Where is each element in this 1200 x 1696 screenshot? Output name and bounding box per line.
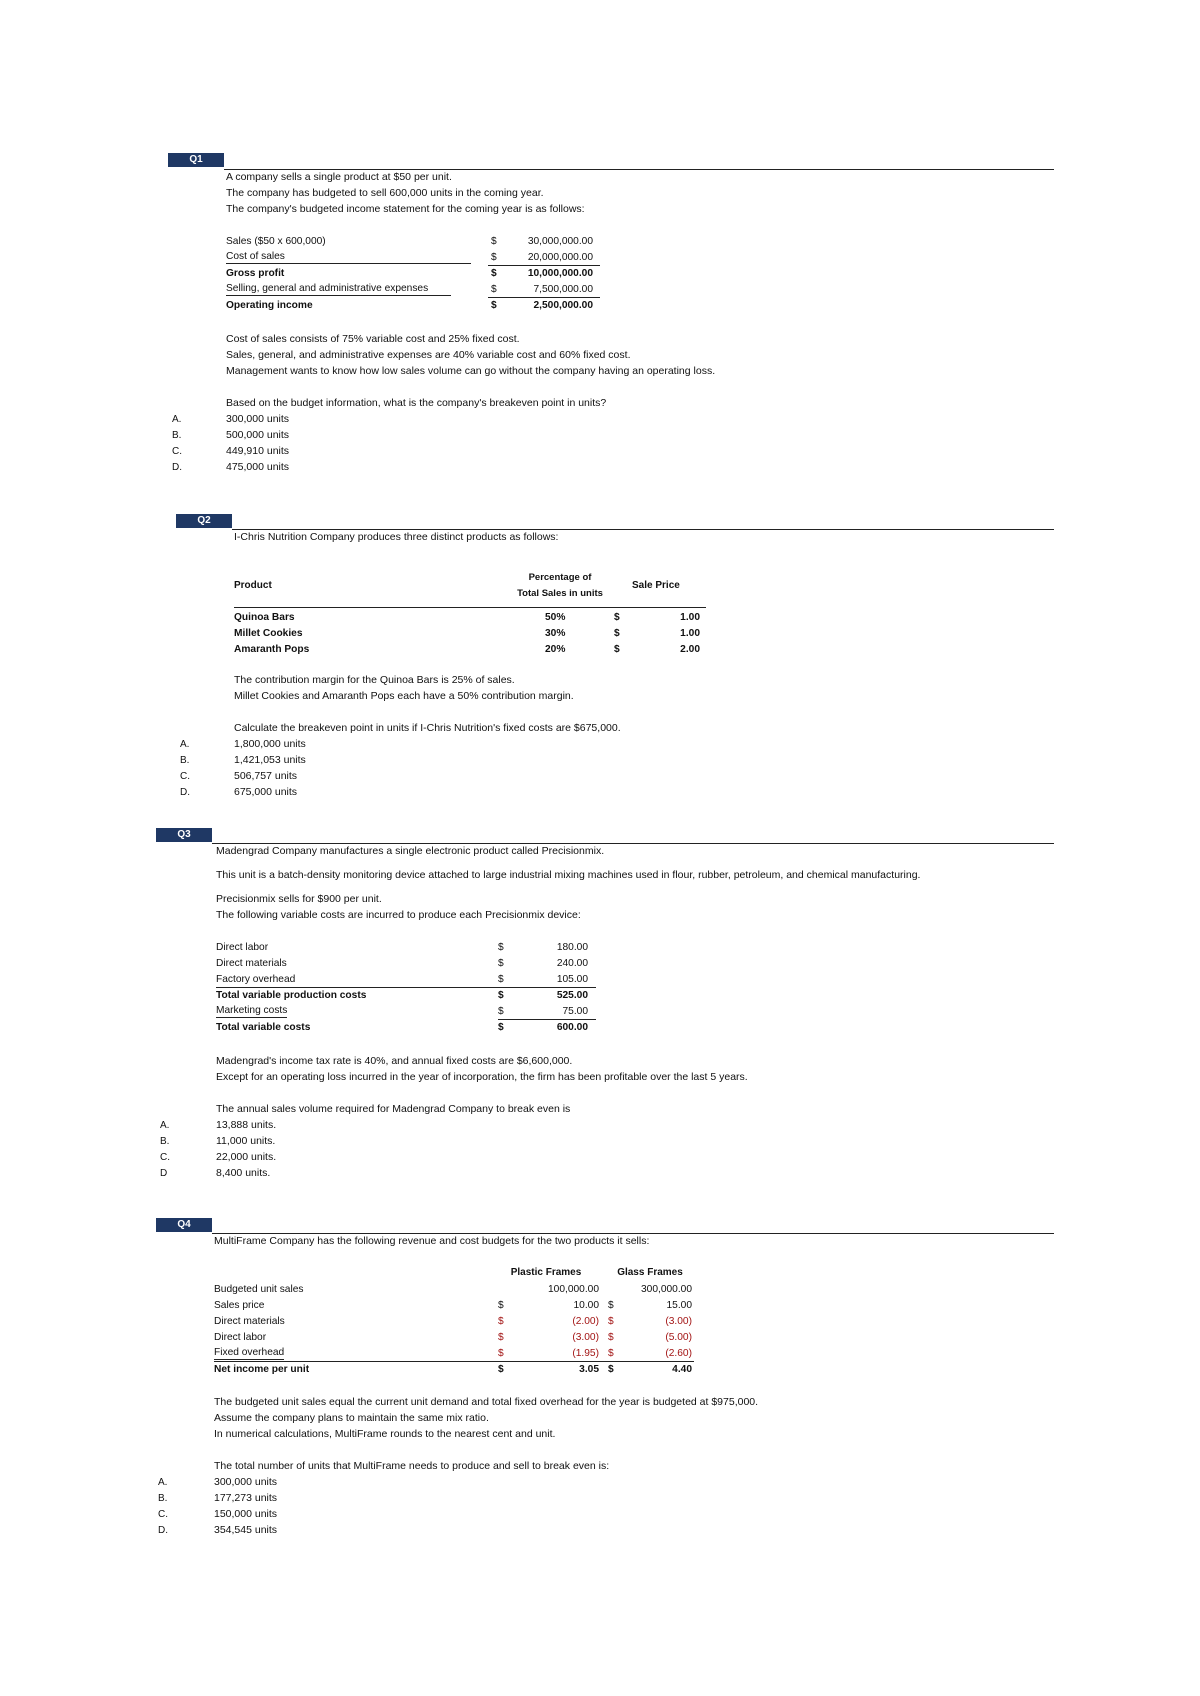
header-plastic-frames: Plastic Frames bbox=[510, 1267, 582, 1278]
product-name: Quinoa Bars bbox=[234, 612, 295, 623]
q4-note: In numerical calculations, MultiFrame rounds to the nearest cent and unit. bbox=[214, 1428, 556, 1440]
product-currency: $ bbox=[614, 612, 620, 623]
frames-row bbox=[214, 1314, 694, 1329]
glass-value: (2.60) bbox=[665, 1348, 692, 1359]
header-glass-frames: Glass Frames bbox=[617, 1267, 683, 1278]
cost-value: 600.00 bbox=[556, 1022, 588, 1033]
option-letter: C. bbox=[172, 446, 182, 457]
q3-option-d[interactable]: 8,400 units. bbox=[216, 1167, 271, 1179]
q2-intro: I-Chris Nutrition Company produces three distinct products as follows: bbox=[234, 531, 559, 543]
product-percentage: 50% bbox=[545, 612, 566, 623]
option-letter: C. bbox=[160, 1152, 170, 1163]
q4-note: The budgeted unit sales equal the current unit demand and total fixed overhead for the year is budgeted at $975,000. bbox=[214, 1396, 759, 1408]
q2-note: Millet Cookies and Amaranth Pops each have a 50% contribution margin. bbox=[234, 690, 574, 702]
statement-label: Operating income bbox=[226, 300, 313, 311]
q1-option-d[interactable]: 475,000 units bbox=[226, 461, 290, 473]
plastic-value: (2.00) bbox=[572, 1316, 599, 1327]
q3-badge: Q3 bbox=[156, 828, 212, 842]
q3-intro-line: This unit is a batch-density monitoring device attached to large industrial mixing machines used in flour, rubber, petroleum, and chemical manufacturing. bbox=[216, 869, 921, 881]
option-letter: D bbox=[160, 1168, 168, 1179]
cost-row bbox=[216, 940, 596, 955]
cost-value: 240.00 bbox=[556, 958, 588, 969]
statement-label: Selling, general and administrative expenses bbox=[226, 282, 451, 296]
product-percentage: 20% bbox=[545, 644, 566, 655]
statement-currency: $ bbox=[491, 236, 497, 247]
statement-label: Sales ($50 x 600,000) bbox=[226, 236, 326, 247]
cost-currency: $ bbox=[498, 958, 504, 969]
plastic-value: (3.00) bbox=[572, 1332, 599, 1343]
statement-value: 20,000,000.00 bbox=[527, 252, 593, 263]
statement-value: 10,000,000.00 bbox=[527, 268, 593, 279]
q2-option-c[interactable]: 506,757 units bbox=[234, 770, 298, 782]
plastic-currency: $ bbox=[498, 1300, 504, 1311]
frames-label: Sales price bbox=[214, 1300, 265, 1311]
q1-option-a[interactable]: 300,000 units bbox=[226, 413, 290, 425]
q4-option-d[interactable]: 354,545 units bbox=[214, 1524, 278, 1536]
q3-option-c[interactable]: 22,000 units. bbox=[216, 1151, 277, 1163]
q1-option-c[interactable]: 449,910 units bbox=[226, 445, 290, 457]
cost-value: 180.00 bbox=[556, 942, 588, 953]
cost-row bbox=[216, 1020, 596, 1035]
header-percentage: Total Sales in units bbox=[517, 588, 603, 599]
q2-badge: Q2 bbox=[176, 514, 232, 528]
q3-note: Except for an operating loss incurred in the year of incorporation, the firm has been profitable over the last 5 years. bbox=[216, 1071, 748, 1083]
frames-row bbox=[214, 1282, 694, 1297]
frames-label: Direct materials bbox=[214, 1316, 285, 1327]
statement-label: Cost of sales bbox=[226, 250, 471, 264]
frames-row bbox=[214, 1298, 694, 1313]
plastic-value: 100,000.00 bbox=[548, 1284, 599, 1295]
frames-label: Net income per unit bbox=[214, 1364, 310, 1375]
q3-question: The annual sales volume required for Madengrad Company to break even is bbox=[216, 1103, 571, 1115]
statement-row bbox=[226, 282, 601, 297]
q2-option-d[interactable]: 675,000 units bbox=[234, 786, 298, 798]
glass-value: 300,000.00 bbox=[641, 1284, 692, 1295]
product-price: 1.00 bbox=[680, 612, 700, 623]
q1-note: Cost of sales consists of 75% variable cost and 25% fixed cost. bbox=[226, 333, 520, 345]
q3-note: Madengrad's income tax rate is 40%, and annual fixed costs are $6,600,000. bbox=[216, 1055, 573, 1067]
q2-option-a[interactable]: 1,800,000 units bbox=[234, 738, 306, 750]
product-row bbox=[234, 626, 706, 641]
q1-question: Based on the budget information, what is the company's breakeven point in units? bbox=[226, 397, 607, 409]
option-letter: A. bbox=[172, 414, 182, 425]
plastic-currency: $ bbox=[498, 1348, 504, 1359]
option-letter: A. bbox=[158, 1477, 168, 1488]
q3-option-b[interactable]: 11,000 units. bbox=[216, 1135, 276, 1147]
cost-row bbox=[216, 988, 596, 1003]
header-product: Product bbox=[234, 580, 272, 591]
q1-option-b[interactable]: 500,000 units bbox=[226, 429, 290, 441]
product-price: 2.00 bbox=[680, 644, 700, 655]
glass-currency: $ bbox=[608, 1348, 614, 1359]
frames-label: Direct labor bbox=[214, 1332, 267, 1343]
cost-value: 105.00 bbox=[556, 974, 588, 985]
q3-intro-line: Madengrad Company manufactures a single electronic product called Precisionmix. bbox=[216, 845, 605, 857]
product-row bbox=[234, 610, 706, 625]
option-letter: B. bbox=[160, 1136, 170, 1147]
option-letter: C. bbox=[180, 771, 190, 782]
frames-label: Fixed overhead bbox=[214, 1347, 285, 1358]
frames-row bbox=[214, 1346, 694, 1361]
q4-note: Assume the company plans to maintain the same mix ratio. bbox=[214, 1412, 489, 1424]
cost-label: Marketing costs bbox=[216, 1005, 288, 1016]
cost-value: 525.00 bbox=[556, 990, 588, 1001]
glass-value: (3.00) bbox=[665, 1316, 692, 1327]
glass-currency: $ bbox=[608, 1364, 614, 1375]
q2-rule bbox=[232, 529, 1054, 530]
option-letter: B. bbox=[180, 755, 190, 766]
q1-intro-line: The company has budgeted to sell 600,000 units in the coming year. bbox=[226, 187, 544, 199]
q4-rule bbox=[212, 1233, 1054, 1234]
option-letter: D. bbox=[172, 462, 182, 473]
plastic-value: (1.95) bbox=[572, 1348, 599, 1359]
glass-currency: $ bbox=[608, 1332, 614, 1343]
cost-row bbox=[216, 956, 596, 971]
q2-note: The contribution margin for the Quinoa Bars is 25% of sales. bbox=[234, 674, 515, 686]
statement-value: 30,000,000.00 bbox=[527, 236, 593, 247]
statement-value: 7,500,000.00 bbox=[533, 284, 593, 295]
frames-row bbox=[214, 1362, 694, 1377]
statement-row bbox=[226, 298, 601, 313]
product-currency: $ bbox=[614, 628, 620, 639]
glass-value: (5.00) bbox=[665, 1332, 692, 1343]
q1-intro-line: A company sells a single product at $50 per unit. bbox=[226, 171, 452, 183]
product-name: Amaranth Pops bbox=[234, 644, 310, 655]
glass-currency: $ bbox=[608, 1300, 614, 1311]
statement-value: 2,500,000.00 bbox=[533, 300, 593, 311]
q1-rule bbox=[224, 169, 1054, 170]
statement-currency: $ bbox=[491, 300, 497, 311]
plastic-currency: $ bbox=[498, 1332, 504, 1343]
q4-option-b[interactable]: 177,273 units bbox=[214, 1492, 278, 1504]
product-percentage: 30% bbox=[545, 628, 566, 639]
cost-value: 75.00 bbox=[562, 1006, 588, 1017]
cost-currency: $ bbox=[498, 942, 504, 953]
q2-question: Calculate the breakeven point in units if I-Chris Nutrition's fixed costs are $675,000. bbox=[234, 722, 621, 734]
cost-label: Total variable costs bbox=[216, 1022, 311, 1033]
q1-note: Management wants to know how low sales volume can go without the company having an operating loss. bbox=[226, 365, 716, 377]
header-sale-price: Sale Price bbox=[632, 580, 680, 591]
product-row bbox=[234, 642, 706, 657]
cost-row bbox=[216, 1004, 596, 1019]
frames-row bbox=[214, 1330, 694, 1345]
statement-row bbox=[226, 266, 601, 281]
statement-row bbox=[226, 250, 601, 265]
option-letter: D. bbox=[158, 1525, 168, 1536]
plastic-currency: $ bbox=[498, 1364, 504, 1375]
product-currency: $ bbox=[614, 644, 620, 655]
glass-value: 15.00 bbox=[666, 1300, 692, 1311]
statement-row bbox=[226, 234, 601, 249]
option-letter: C. bbox=[158, 1509, 168, 1520]
q4-option-c[interactable]: 150,000 units bbox=[214, 1508, 278, 1520]
cost-label: Total variable production costs bbox=[216, 990, 367, 1001]
header-percentage: Percentage of bbox=[528, 572, 592, 583]
option-letter: A. bbox=[160, 1120, 170, 1131]
option-letter: B. bbox=[158, 1493, 168, 1504]
product-name: Millet Cookies bbox=[234, 628, 303, 639]
option-letter: D. bbox=[180, 787, 190, 798]
q4-option-a[interactable]: 300,000 units bbox=[214, 1476, 278, 1488]
cost-label: Direct materials bbox=[216, 958, 287, 969]
q3-option-a[interactable]: 13,888 units. bbox=[216, 1119, 277, 1131]
plastic-currency: $ bbox=[498, 1316, 504, 1327]
glass-currency: $ bbox=[608, 1316, 614, 1327]
q4-intro: MultiFrame Company has the following revenue and cost budgets for the two products it sells: bbox=[214, 1235, 650, 1247]
q4-badge: Q4 bbox=[156, 1218, 212, 1232]
q4-question: The total number of units that MultiFrame needs to produce and sell to break even is: bbox=[214, 1460, 610, 1472]
glass-value: 4.40 bbox=[672, 1364, 692, 1375]
q3-rule bbox=[212, 843, 1054, 844]
plastic-value: 10.00 bbox=[573, 1300, 599, 1311]
frames-label: Budgeted unit sales bbox=[214, 1284, 304, 1295]
statement-currency: $ bbox=[491, 268, 497, 279]
option-letter: A. bbox=[180, 739, 190, 750]
statement-currency: $ bbox=[491, 252, 497, 263]
cost-currency: $ bbox=[498, 990, 504, 1001]
q1-note: Sales, general, and administrative expenses are 40% variable cost and 60% fixed cost. bbox=[226, 349, 631, 361]
cost-currency: $ bbox=[498, 974, 504, 985]
option-letter: B. bbox=[172, 430, 182, 441]
cost-row bbox=[216, 972, 596, 987]
cost-label: Factory overhead bbox=[216, 974, 296, 985]
q3-intro-line: The following variable costs are incurred to produce each Precisionmix device: bbox=[216, 909, 581, 921]
product-price: 1.00 bbox=[680, 628, 700, 639]
statement-currency: $ bbox=[491, 284, 497, 295]
cost-currency: $ bbox=[498, 1022, 504, 1033]
cost-label: Direct labor bbox=[216, 942, 269, 953]
q1-badge: Q1 bbox=[168, 153, 224, 167]
header-rule bbox=[234, 607, 706, 608]
q1-intro-line: The company's budgeted income statement for the coming year is as follows: bbox=[226, 203, 585, 215]
q2-option-b[interactable]: 1,421,053 units bbox=[234, 754, 306, 766]
cost-currency: $ bbox=[498, 1006, 504, 1017]
statement-label: Gross profit bbox=[226, 268, 285, 279]
plastic-value: 3.05 bbox=[579, 1364, 599, 1375]
q3-intro-line: Precisionmix sells for $900 per unit. bbox=[216, 893, 382, 905]
